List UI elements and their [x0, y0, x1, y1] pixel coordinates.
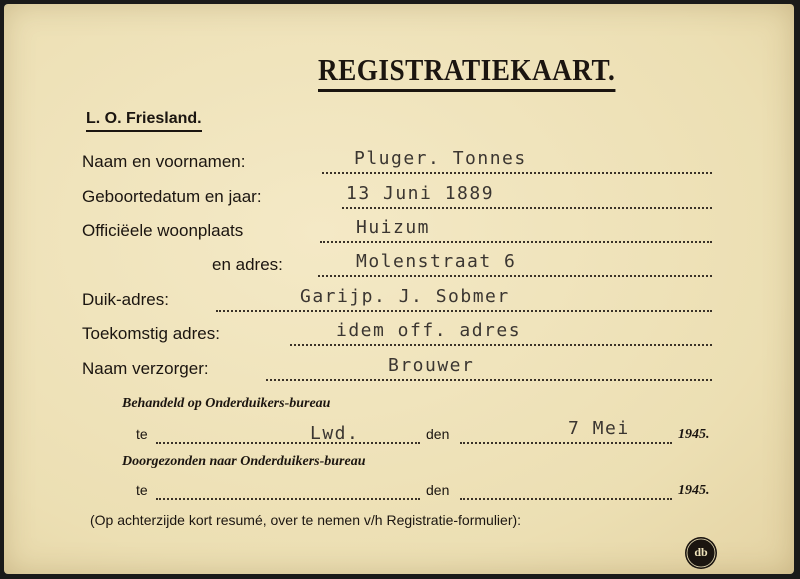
behandeld-place-line	[156, 442, 420, 444]
field-label-name: Naam en voornamen:	[82, 152, 246, 171]
behandeld-te-label: te	[136, 426, 148, 442]
field-row-residence	[4, 217, 794, 245]
behandeld-heading: Behandeld op Onderduikers-bureau	[122, 396, 331, 411]
card-title: REGISTRATIEKAART.	[318, 52, 615, 92]
doorgezonden-date-line	[460, 498, 672, 500]
field-row-address	[4, 251, 794, 279]
field-line-address	[318, 275, 712, 277]
doorgezonden-den-label: den	[426, 482, 450, 498]
field-row-hiding-address	[4, 286, 794, 314]
field-row-birthdate	[4, 183, 794, 211]
printer-stamp-icon	[685, 537, 717, 569]
field-label-residence: Officiëele woonplaats	[82, 221, 244, 240]
behandeld-place-value: Lwd.	[310, 423, 360, 444]
footer-note: (Op achterzijde kort resumé, over te nemen v/h Registratie-formulier):	[90, 512, 522, 528]
field-label-caretaker: Naam verzorger:	[82, 359, 209, 378]
field-line-future-address	[290, 344, 712, 346]
field-line-caretaker	[266, 379, 712, 381]
doorgezonden-row	[4, 482, 794, 506]
field-value-residence: Huizum	[356, 217, 431, 238]
field-line-name	[322, 172, 712, 174]
field-label-hiding-address: Duik-adres:	[82, 290, 169, 309]
stamp-text: db	[694, 545, 708, 559]
field-row-future-address	[4, 320, 794, 348]
field-line-hiding-address	[216, 310, 712, 312]
behandeld-year: 1945.	[678, 427, 710, 442]
field-label-future-address: Toekomstig adres:	[82, 324, 220, 343]
field-line-birthdate	[342, 207, 712, 209]
doorgezonden-year: 1945.	[678, 483, 710, 498]
behandeld-date-value: 7 Mei	[568, 418, 630, 439]
field-line-residence	[320, 241, 712, 243]
field-value-future-address: idem off. adres	[336, 320, 522, 341]
behandeld-row	[4, 418, 794, 450]
printer-stamp-svg	[685, 537, 717, 569]
field-label-address: en adres:	[212, 255, 283, 274]
field-value-birthdate: 13 Juni 1889	[346, 183, 495, 204]
field-row-caretaker	[4, 355, 794, 383]
field-value-hiding-address: Garijp. J. Sobmer	[300, 286, 510, 307]
field-value-address: Molenstraat 6	[356, 251, 517, 272]
field-label-birthdate: Geboortedatum en jaar:	[82, 187, 262, 206]
doorgezonden-heading: Doorgezonden naar Onderduikers-bureau	[122, 454, 366, 469]
registration-card	[4, 4, 794, 574]
region-label: L. O. Friesland.	[86, 110, 202, 132]
behandeld-date-line	[460, 442, 672, 444]
behandeld-den-label: den	[426, 426, 450, 442]
field-row-name	[4, 148, 794, 176]
doorgezonden-place-line	[156, 498, 420, 500]
field-value-name: Pluger. Tonnes	[354, 148, 527, 169]
field-value-caretaker: Brouwer	[388, 355, 475, 376]
doorgezonden-te-label: te	[136, 482, 148, 498]
